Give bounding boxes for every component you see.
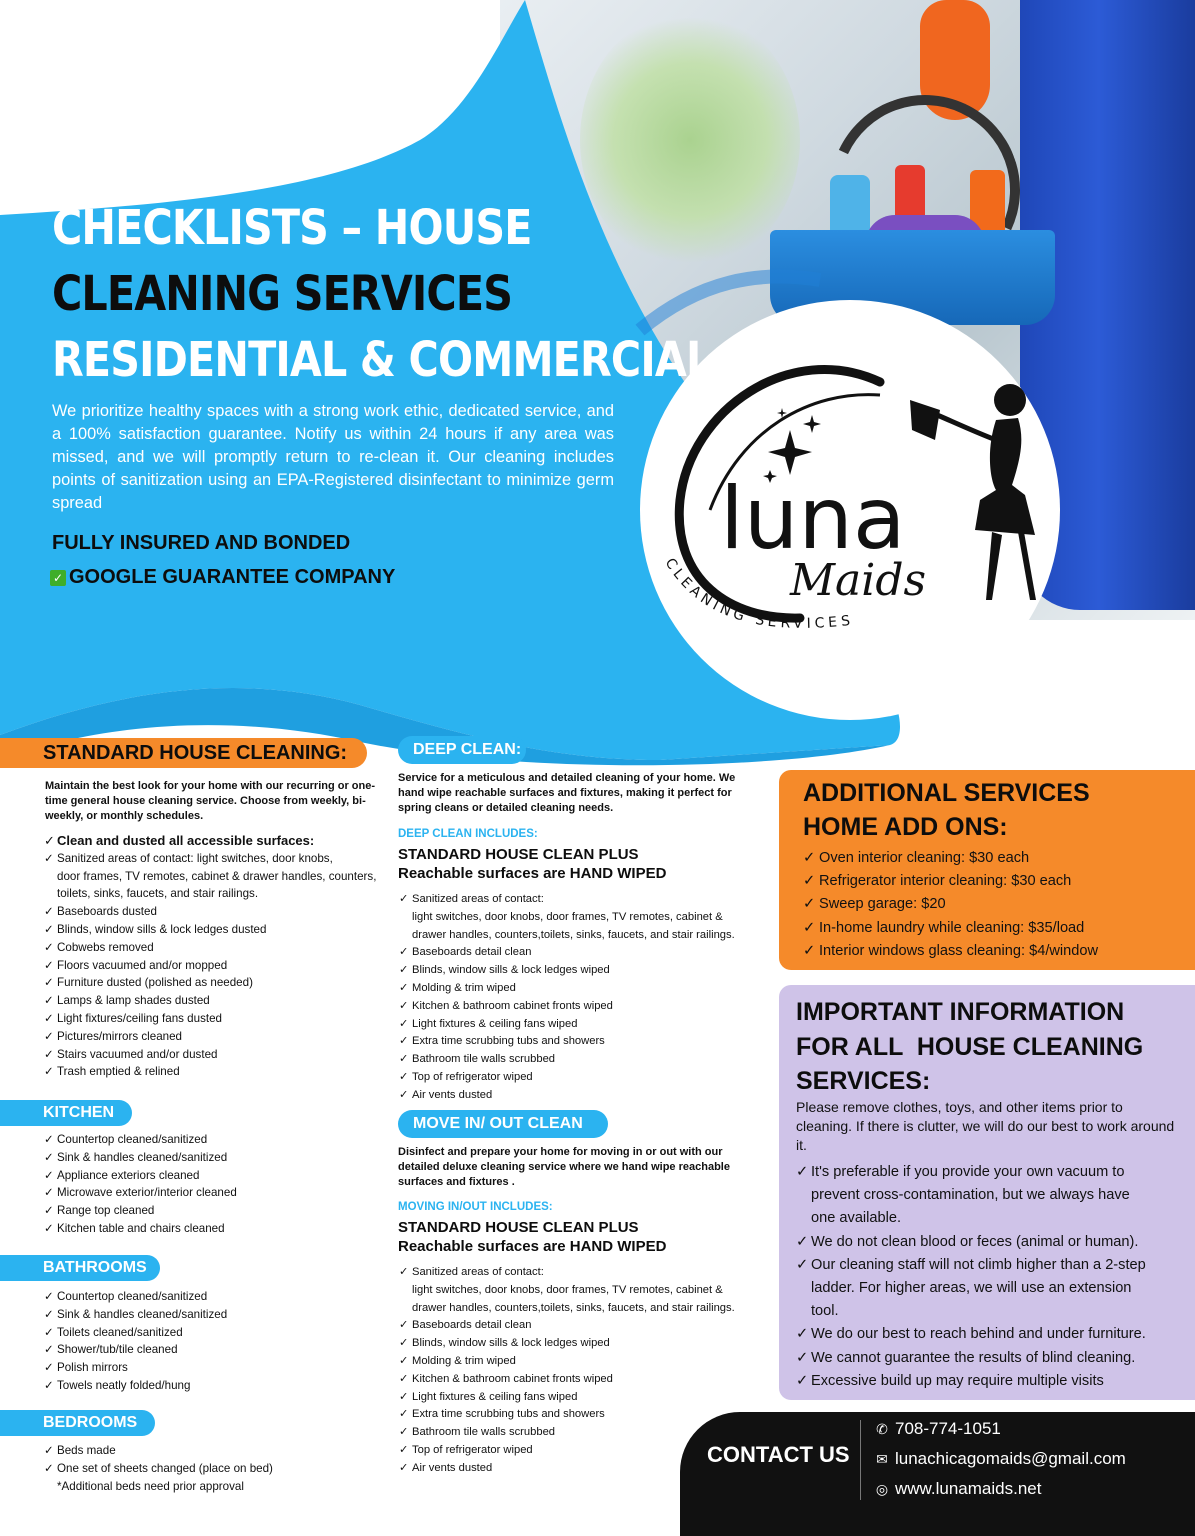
list-item: ✓ Kitchen table and chairs cleaned [44,1220,364,1238]
important-title-line2: FOR ALL HOUSE CLEANING [796,1032,1144,1061]
list-item: ✓ Countertop cleaned/sanitized [44,1131,364,1149]
maid-silhouette-icon [910,384,1036,600]
list-item: ✓ Pictures/mirrors cleaned [44,1028,384,1046]
important-title-line3: SERVICES: [796,1067,931,1095]
move-clean-intro: Disinfect and prepare your home for moving in or out with our detailed deluxe cleaning service where we hand wipe reachable surfaces and fixtures . [398,1146,730,1188]
list-item: ✓ Blinds, window sills & lock ledges dusted [44,921,384,939]
list-item: ✓ Sweep garage: $20 [803,893,1098,916]
important-title [796,995,1143,1099]
list-item: ✓ Sanitized areas of contact: [399,891,749,909]
globe-icon: ◎ [875,1480,889,1497]
move-clean-head1: STANDARD HOUSE CLEAN PLUS [398,1219,639,1236]
kitchen-list [44,1131,364,1238]
list-item: one available. [811,1210,902,1227]
list-item: light switches, door knobs, door frames, TV remotes, cabinet & [412,910,723,923]
list-item: ✓ Trash emptied & relined [44,1063,384,1081]
bedrooms-title: BEDROOMS [43,1414,138,1431]
list-item: ✓ Molding & trim wiped [399,1353,749,1371]
contact-phone[interactable] [873,1419,1001,1439]
list-item: ✓ Kitchen & bathroom cabinet fronts wiped [399,1371,749,1389]
list-item: ✓ Refrigerator interior cleaning: $30 each [803,870,1098,893]
list-item: ✓ Excessive build up may require multiple visits [796,1370,1191,1393]
addons-list [803,847,1098,963]
deep-clean-tab [398,736,526,764]
move-clean-includes: MOVING IN/OUT INCLUDES: [398,1201,553,1213]
list-item: ✓ One set of sheets changed (place on bed) [44,1460,364,1478]
list-item: ✓ Appliance exteriors cleaned [44,1167,364,1185]
list-item: ✓ Cobwebs removed [44,939,384,957]
contact-title: CONTACT US [707,1442,850,1467]
move-clean-tab [398,1110,608,1138]
list-item: drawer handles, counters,toilets, sinks, faucets, and stair railings. [412,1301,735,1314]
standard-cleaning-title: STANDARD HOUSE CLEANING: [43,741,348,764]
list-item: ✓ Top of refrigerator wiped [399,1442,749,1460]
deep-clean-includes: DEEP CLEAN INCLUDES: [398,828,538,840]
list-item: ✓ In-home laundry while cleaning: $35/load [803,917,1098,940]
addons-title-line2: HOME ADD ONS: [803,813,1008,841]
contact-email-text: lunachicagomaids@gmail.com [895,1449,1126,1468]
standard-cleaning-tab [0,738,367,768]
list-item: ✓ Kitchen & bathroom cabinet fronts wiped [399,998,749,1016]
contact-divider [860,1420,861,1500]
list-item: ✓ Lamps & lamp shades dusted [44,992,384,1010]
list-item: ✓ Sanitized areas of contact: light switches, door knobs, [44,850,384,868]
list-item: ✓ Air vents dusted [399,1087,749,1105]
list-item: ✓ Toilets cleaned/sanitized [44,1324,364,1342]
list-item: ✓ Sink & handles cleaned/sanitized [44,1306,364,1324]
list-item: ✓ Interior windows glass cleaning: $4/window [803,940,1098,963]
contact-website[interactable] [873,1479,1041,1499]
list-item: ✓ Baseboards detail clean [399,944,749,962]
title-line-3: RESIDENTIAL & COMMERCIAL [52,332,712,388]
list-item: ladder. For higher areas, we will use an extension [811,1280,1132,1297]
logo-tagline: CLEANING SERVICES [661,555,855,632]
list-item: ✓ Sanitized areas of contact: [399,1264,749,1282]
contact-email[interactable] [873,1449,1126,1469]
list-item: ✓ Microwave exterior/interior cleaned [44,1184,364,1202]
list-item: light switches, door knobs, door frames, TV remotes, cabinet & [412,1283,723,1296]
list-item: ✓ Blinds, window sills & lock ledges wiped [399,962,749,980]
move-clean-head2: Reachable surfaces are HAND WIPED [398,1238,667,1255]
list-item: ✓ Blinds, window sills & lock ledges wiped [399,1335,749,1353]
move-clean-title: MOVE IN/ OUT CLEAN [413,1115,583,1132]
deep-clean-head1: STANDARD HOUSE CLEAN PLUS [398,846,639,863]
google-badge-text: GOOGLE GUARANTEE COMPANY [69,566,396,588]
list-item: *Additional beds need prior approval [57,1479,244,1493]
envelope-icon: ✉ [876,1450,888,1467]
contact-phone-text: 708-774-1051 [895,1419,1001,1438]
important-title-line1: IMPORTANT INFORMATION [796,998,1125,1026]
list-item: prevent cross-contamination, but we always have [811,1187,1130,1204]
important-intro: Please remove clothes, toys, and other items prior to cleaning. If there is clutter, we will do our best to work around it. [796,1099,1175,1153]
list-item: ✓ Light fixtures & ceiling fans wiped [399,1016,749,1034]
bedrooms-list [44,1442,364,1495]
bedrooms-tab [0,1410,155,1436]
deep-clean-title: DEEP CLEAN: [413,741,522,758]
google-badge [50,566,395,589]
title-line-2: CLEANING SERVICES [52,266,513,322]
list-item: ✓ Top of refrigerator wiped [399,1069,749,1087]
insured-badge: FULLY INSURED AND BONDED [52,532,351,554]
deep-clean-list [399,891,749,1105]
logo-script: Maids [790,555,927,606]
list-item: ✓ Shower/tub/tile cleaned [44,1341,364,1359]
list-item: ✓ Molding & trim wiped [399,980,749,998]
list-item: door frames, TV remotes, cabinet & drawer handles, counters, [57,869,377,883]
list-item: ✓ Baseboards detail clean [399,1317,749,1335]
list-item: ✓ We do not clean blood or feces (animal or human). [796,1231,1191,1254]
list-item: ✓ Light fixtures/ceiling fans dusted [44,1010,384,1028]
logo-wordmark: luna [720,469,906,569]
list-item: drawer handles, counters,toilets, sinks, faucets, and stair railings. [412,928,735,941]
list-item: ✓ Towels neatly folded/hung [44,1377,364,1395]
list-item: ✓ Extra time scrubbing tubs and showers [399,1033,749,1051]
deep-clean-head2: Reachable surfaces are HAND WIPED [398,865,667,882]
list-item: ✓ We do our best to reach behind and under furniture. [796,1323,1191,1346]
important-list [796,1161,1191,1393]
list-item: ✓ Furniture dusted (polished as needed) [44,974,384,992]
title-line-1: CHECKLISTS – HOUSE [52,200,532,256]
list-item: tool. [811,1303,839,1320]
list-item: ✓ Bathroom tile walls scrubbed [399,1051,749,1069]
list-item: ✓ Our cleaning staff will not climb higher than a 2-step [796,1254,1191,1277]
check-box-icon: ✓ [50,570,66,586]
list-item: ✓ Extra time scrubbing tubs and showers [399,1406,749,1424]
list-item: ✓ Range top cleaned [44,1202,364,1220]
list-item: ✓ It's preferable if you provide your own vacuum to [796,1161,1191,1184]
intro-paragraph: We prioritize healthy spaces with a strong work ethic, dedicated service, and a 100% satisfaction guarantee. Notify us within 24 hours if any area was missed, and we will promptly return to re-clean it. Our cleaning includes points of sanitization using an EPA-Registered disinfectant to minimize germ spread [52,402,614,512]
phone-icon: ✆ [876,1420,888,1437]
bathrooms-list [44,1288,364,1395]
kitchen-title: KITCHEN [43,1104,115,1121]
contact-website-text: www.lunamaids.net [895,1479,1042,1498]
list-item: ✓ We cannot guarantee the results of blind cleaning. [796,1347,1191,1370]
list-item: ✓ Air vents dusted [399,1460,749,1478]
standard-list [44,832,384,1081]
list-item: ✓ Bathroom tile walls scrubbed [399,1424,749,1442]
addons-title [803,776,1090,844]
list-item: ✓ Baseboards dusted [44,903,384,921]
kitchen-tab [0,1100,132,1126]
list-item: ✓ Countertop cleaned/sanitized [44,1288,364,1306]
addons-title-line1: ADDITIONAL SERVICES [803,779,1090,807]
bathrooms-title: BATHROOMS [43,1259,147,1276]
list-item: toilets, sinks, faucets, and stair railings. [57,887,259,901]
important-panel [779,985,1195,1400]
deep-clean-intro: Service for a meticulous and detailed cleaning of your home. We hand wipe reachable surfaces and fixtures, making it perfect for spring cleans or detailed cleaning needs. [398,772,736,814]
list-item: ✓ Floors vacuumed and/or mopped [44,957,384,975]
list-item: ✓ Stairs vacuumed and/or dusted [44,1046,384,1064]
list-item: ✓ Oven interior cleaning: $30 each [803,847,1098,870]
bathrooms-tab [0,1255,160,1281]
list-item: ✓ Sink & handles cleaned/sanitized [44,1149,364,1167]
list-item: ✓ Clean and dusted all accessible surfaces: [44,832,384,850]
list-item: ✓ Light fixtures & ceiling fans wiped [399,1389,749,1407]
list-item: ✓ Beds made [44,1442,364,1460]
standard-intro: Maintain the best look for your home with our recurring or one-time general house cleaning service. Choose from weekly, bi-weekly, or monthly schedules. [45,780,376,822]
addons-panel [779,770,1195,970]
list-item: ✓ Polish mirrors [44,1359,364,1377]
